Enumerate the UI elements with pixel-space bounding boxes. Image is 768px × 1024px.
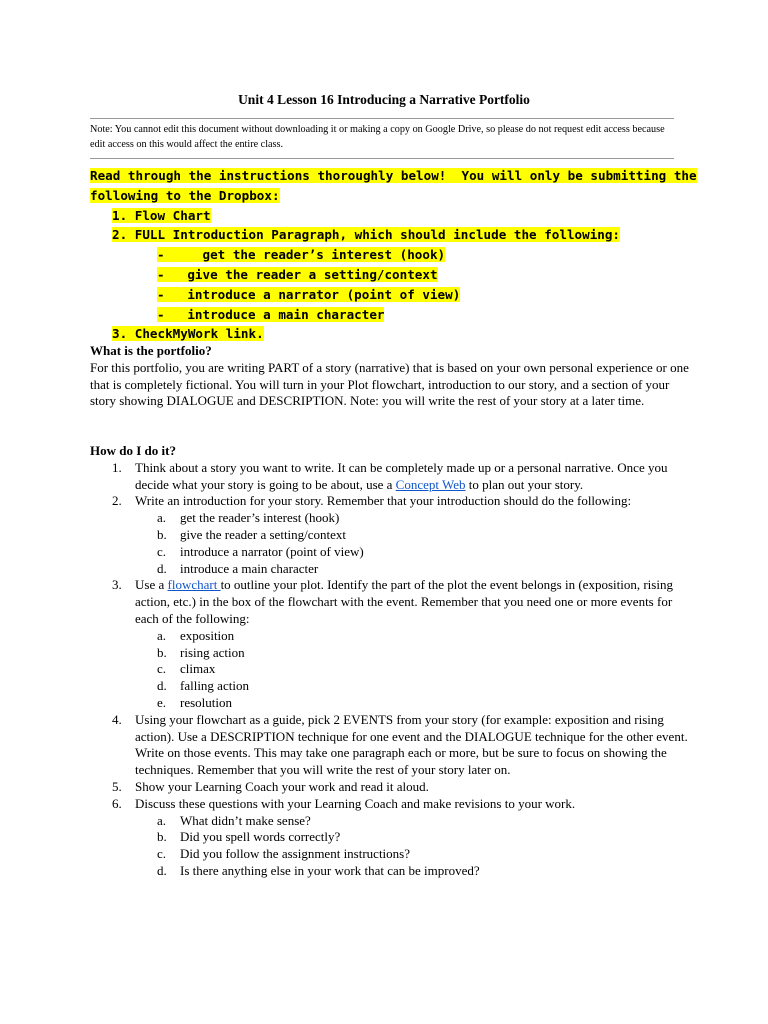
sub-item-text: What didn’t make sense? (180, 812, 311, 828)
list-item (135, 645, 690, 662)
list-item (135, 829, 690, 846)
list-item-text: give the reader a setting/context (187, 266, 438, 282)
list-marker: 1. (112, 207, 128, 223)
list-item-text: CheckMyWork link. (134, 326, 264, 342)
dash-marker: - (157, 306, 165, 322)
list-item (135, 661, 690, 678)
sub-item-text: give the reader a setting/context (180, 526, 347, 542)
list-marker: b. (157, 829, 167, 845)
list-item (90, 779, 690, 796)
instructions-intro-line2: following to the Dropbox: (90, 187, 280, 203)
list-item (135, 510, 690, 527)
sub-item-text: resolution (180, 694, 232, 710)
sub-list (135, 510, 690, 577)
portfolio-paragraph: For this portfolio, you are writing PART of a story (narrative) that is based on your own personal experience or one that is completely fictional. You will turn in your Plot flowchart, introduction to our story, and a section of your story showing DIALOGUE and DESCRIPTION. Note: you will write the rest of your story at a later time. (90, 359, 689, 409)
submission-item-3 (112, 326, 264, 341)
list-marker: c. (157, 661, 167, 677)
sub-item-text: falling action (180, 678, 249, 694)
portfolio-section (90, 343, 690, 410)
submission-item-2 (112, 227, 620, 242)
list-marker: a. (157, 627, 167, 643)
list-item (135, 695, 690, 712)
flowchart-link[interactable]: flowchart (167, 577, 221, 593)
instructions-intro-line1: Read through the instructions thoroughly below! You will only be submitting the (90, 168, 697, 183)
list-marker: 2. (112, 493, 122, 509)
list-marker: 3. (112, 577, 122, 593)
list-item (135, 628, 690, 645)
list-marker: e. (157, 694, 167, 710)
dash-marker: - (157, 247, 165, 263)
step-text: Discuss these questions with your Learning Coach and make revisions to your work. (135, 795, 576, 811)
dash-marker: - (157, 286, 165, 302)
list-item (135, 527, 690, 544)
submission-subitem-character (157, 307, 384, 322)
document-title: Unit 4 Lesson 16 Introducing a Narrative Portfolio (238, 92, 530, 107)
list-item (135, 561, 690, 578)
section-heading-howto: How do I do it? (90, 443, 176, 458)
submission-subitem-setting (157, 267, 438, 282)
step-text: Think about a story you want to write. It can be completely made up or a personal narrative. Once you decide what your story is going to be about, use a (135, 459, 668, 492)
dash-marker: - (157, 266, 165, 282)
sub-list (135, 813, 690, 880)
list-item-text: introduce a narrator (point of view) (187, 286, 461, 302)
step-text: Use a (135, 577, 168, 593)
step-text: to outline your plot. Identify the part of the plot the event belongs in (exposition, rising action, etc.) in the box of the flowchart with the event. Remember that you need one or more events for each of the following: (135, 577, 673, 626)
list-marker: 6. (112, 795, 122, 811)
howto-section (90, 443, 690, 880)
list-marker: a. (157, 510, 167, 526)
list-item-text: Flow Chart (134, 207, 211, 223)
list-item (135, 813, 690, 830)
concept-web-link[interactable]: Concept Web (395, 476, 466, 492)
list-item-text: FULL Introduction Paragraph, which should include the following: (134, 227, 621, 243)
submission-item-1 (112, 208, 211, 223)
steps-list (90, 460, 690, 880)
submission-subitem-hook (157, 247, 445, 262)
sub-item-text: introduce a narrator (point of view) (180, 543, 364, 559)
list-marker: 5. (112, 778, 122, 794)
sub-item-text: get the reader’s interest (hook) (180, 510, 340, 526)
list-marker: a. (157, 812, 167, 828)
step-text: Using your flowchart as a guide, pick 2 EVENTS from your story (for example: exposition and rising action). Use a DESCRIPTION technique for one event and the DIALOGUE technique for the other event. Write on those events. This may take one paragraph each or more, but be sure to focus on showing the techniques. Remember that you will write the rest of your story later on. (135, 711, 688, 778)
list-marker: b. (157, 644, 167, 660)
list-item (135, 678, 690, 695)
step-text: to plan out your story. (465, 476, 584, 492)
divider-top (90, 118, 674, 119)
submission-subitem-narrator (157, 287, 460, 302)
list-item (90, 712, 690, 779)
sub-item-text: climax (180, 661, 216, 677)
list-marker: b. (157, 526, 167, 542)
sub-list (135, 628, 690, 712)
list-item (135, 544, 690, 561)
edit-note: Note: You cannot edit this document without downloading it or making a copy on Google Drive, so please do not request edit access because edit access on this would affect the entire class. (90, 124, 665, 150)
sub-item-text: rising action (180, 644, 245, 660)
section-heading-portfolio: What is the portfolio? (90, 343, 212, 358)
list-marker: d. (157, 560, 167, 576)
step-text: Write an introduction for your story. Remember that your introduction should do the following: (135, 493, 632, 509)
list-item-text: introduce a main character (187, 306, 385, 322)
list-marker: c. (157, 846, 167, 862)
sub-item-text: Is there anything else in your work that can be improved? (180, 862, 480, 878)
list-item (135, 863, 690, 880)
sub-item-text: introduce a main character (180, 560, 319, 576)
list-item (90, 577, 690, 711)
list-marker: 1. (112, 459, 122, 475)
sub-item-text: exposition (180, 627, 235, 643)
sub-item-text: Did you follow the assignment instructions? (180, 846, 411, 862)
list-item (90, 493, 690, 577)
list-marker: 4. (112, 711, 122, 727)
list-item (90, 460, 690, 494)
sub-item-text: Did you spell words correctly? (180, 829, 341, 845)
list-item (90, 796, 690, 880)
divider-bottom (90, 158, 674, 159)
list-marker: 2. (112, 227, 128, 243)
list-item (135, 846, 690, 863)
list-marker: c. (157, 543, 167, 559)
list-marker: d. (157, 678, 167, 694)
step-text: Show your Learning Coach your work and read it aloud. (135, 778, 429, 794)
list-marker: 3. (112, 326, 128, 342)
list-marker: d. (157, 862, 167, 878)
list-item-text: get the reader’s interest (hook) (187, 247, 446, 263)
submission-instructions (90, 166, 697, 344)
